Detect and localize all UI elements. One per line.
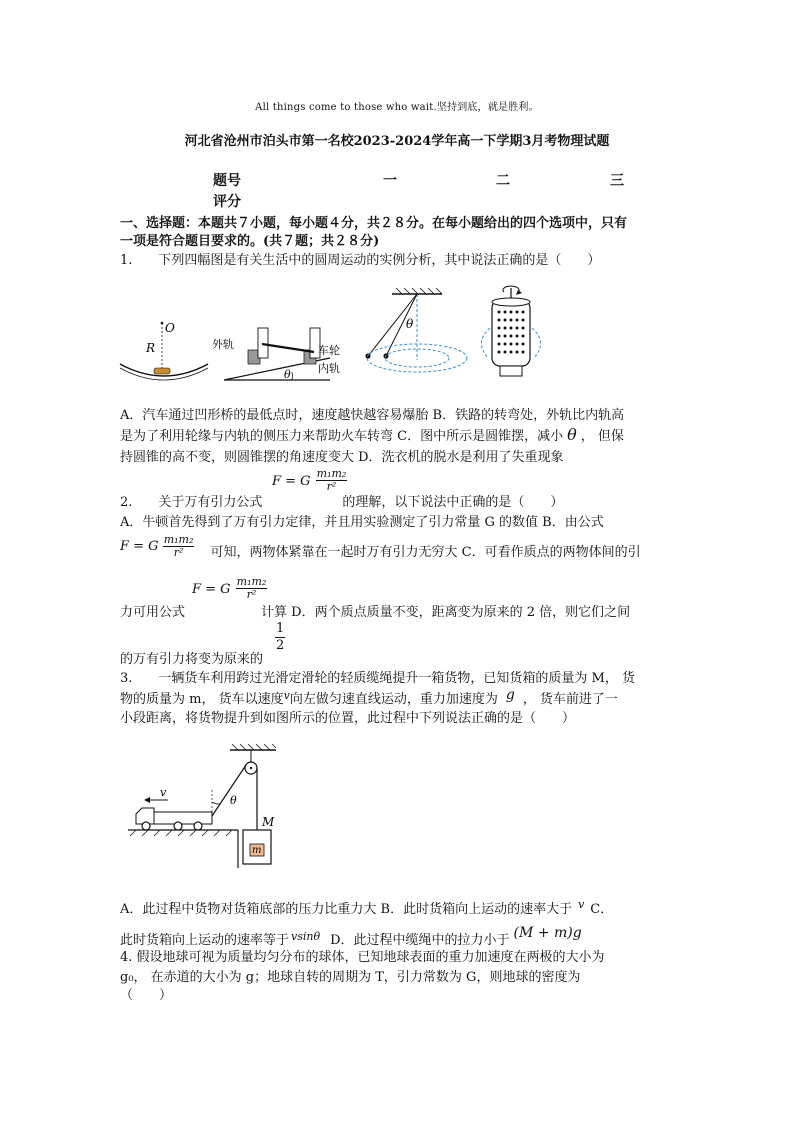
q1-options-line1: A．汽车通过凹形桥的最低点时，速度越快越容易爆胎 B．铁路的转弯处，外轨比内轨高 bbox=[120, 408, 625, 423]
q3-line2: 物的质量为 m， 货车以速度$^v$向左做匀速直线运动，重力加速度为 g ， 货车前进了一 bbox=[120, 687, 618, 707]
q3-options-line1: A．此过程中货物对货箱底部的压力比重力大 B．此时货箱向上运动的速率大于 $^v$ C． bbox=[120, 898, 614, 917]
q2-formula-inline: F = G $\frac{\text{m₁m₂}}{\text{r²}}$ bbox=[192, 575, 267, 601]
railway-curve-figure bbox=[210, 318, 340, 382]
outer-rail-label: 外轨 bbox=[212, 338, 234, 351]
q2-line-a: A．牛顿首先得到了万有引力定律，并且用实验测定了引力常量 G 的数值 B．由公式 bbox=[120, 515, 604, 530]
q4-line2: g₀， 在赤道的大小为 g；地球自转的周期为 T，引力常数为 G，则地球的密度为 bbox=[120, 970, 581, 985]
washing-machine-drum-figure bbox=[470, 284, 552, 384]
q4-line3: （ ） bbox=[120, 988, 173, 1003]
q4-line1: 4. 假设地球可视为质量均匀分布的球体，已知地球表面的重力加速度在两极的大小为 bbox=[120, 950, 605, 965]
q2-one-half: $\frac{1}{2}$ bbox=[276, 621, 285, 653]
pendulum-angle-label: θ bbox=[406, 317, 414, 331]
concave-bridge-figure bbox=[118, 318, 210, 384]
wheel-label: 车轮 bbox=[318, 344, 340, 357]
q1-stem: 1. 下列四幅图是有关生活中的圆周运动的实例分析，其中说法正确的是（ ） bbox=[120, 253, 601, 268]
truck-pulley-figure bbox=[126, 740, 286, 872]
score-col-2: 二 bbox=[496, 173, 510, 189]
score-col-1: 一 bbox=[383, 173, 397, 189]
bridge-radius-label: R bbox=[146, 341, 156, 355]
page-title: 河北省沧州市泊头市第一名校2023-2024学年高一下学期3月考物理试题 bbox=[184, 134, 610, 149]
q3-options-line2: 此时货箱向上运动的速率等于 $^{vsin\theta}$ D．此过程中缆绳中的拉力小于 (M + m)g bbox=[120, 925, 582, 948]
q2-line-d: 的万有引力将变为原来的 bbox=[120, 652, 264, 667]
rope-angle-label: θ bbox=[230, 794, 237, 807]
q2-formula: F = G $\frac{\text{m₁m₂}}{\text{r²}}$ bbox=[272, 467, 347, 493]
q2-line-c: 力可用公式 计算 D．两个质点质量不变，距离变为原来的 2 倍，则它们之间 bbox=[120, 605, 631, 620]
score-row-label: 题号 bbox=[213, 173, 241, 189]
section-heading-line1: 一、选择题：本题共７小题，每小题４分，共２８分。在每小题给出的四个选项中，只有 bbox=[120, 216, 628, 231]
box-mass-label: M bbox=[262, 815, 275, 829]
truck-icon bbox=[136, 808, 212, 830]
bridge-center-label: O bbox=[165, 321, 175, 335]
rail-angle-label: θ bbox=[284, 368, 291, 381]
q1-options-line3: 持圆锥的高不变，则圆锥摆的角速度变大 D．洗衣机的脱水是利用了失重现象 bbox=[120, 450, 564, 465]
q2-line-b: F = G $\frac{\text{m₁m₂}}{\text{r²}}$ 可知，两物体紧靠在一起时万有引力无穷大 C．可看作质点的两物体间的引 bbox=[120, 533, 641, 560]
score-col-3: 三 bbox=[610, 173, 624, 189]
q1-options-line2: 是为了利用轮缘与内轨的侧压力来帮助火车转弯 C．图中所示是圆锥摆，减小 θ ， 但保 bbox=[120, 425, 624, 444]
truck-velocity-label: v bbox=[160, 786, 167, 799]
score-row2-label: 评分 bbox=[213, 194, 241, 210]
header-motto: All things come to those who wait.坚持到底，就是胜利。 bbox=[255, 102, 539, 113]
car-icon bbox=[154, 368, 170, 374]
q2-stem: 2. 关于万有引力公式 的理解，以下说法中正确的是（ ） bbox=[120, 495, 564, 510]
inner-rail-label: 内轨 bbox=[318, 362, 340, 375]
q3-line1: 3. 一辆货车利用跨过光滑定滑轮的轻质缆绳提升一箱货物，已知货箱的质量为 M， 货 bbox=[120, 671, 635, 686]
cargo-mass-label: m bbox=[252, 845, 262, 856]
section-heading-line2: 一项是符合题目要求的。(共７题；共２８分) bbox=[120, 234, 380, 249]
q3-line3: 小段距离，将货物提升到如图所示的位置，此过程中下列说法正确的是（ ） bbox=[120, 711, 576, 726]
conical-pendulum-figure bbox=[356, 284, 468, 376]
